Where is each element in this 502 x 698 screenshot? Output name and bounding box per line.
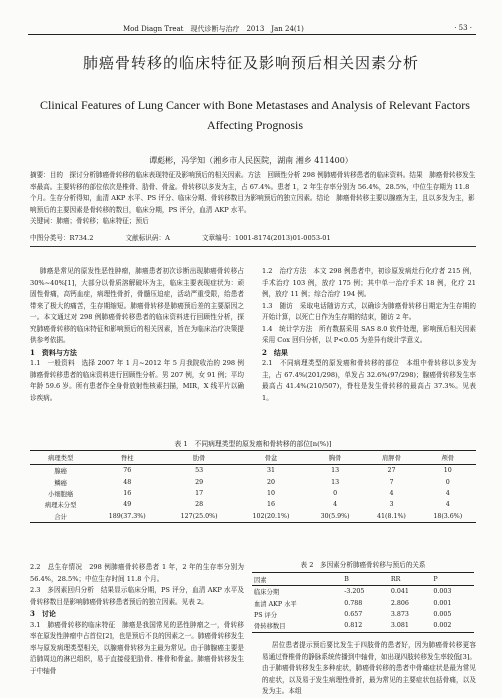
table1-cell: 7 [389,478,394,486]
table2-cell: 0.041 [390,588,409,596]
table1-cell: 10 [443,467,452,475]
divider [30,246,476,247]
table1-cell: 13 [331,478,340,486]
table2-cell: 2.806 [390,599,409,607]
table1-header-cell: 胸骨 [307,451,363,465]
table1-cell: 31 [267,467,276,475]
subsection-2-1: 2.1 不同病理类型的原发癌和骨转移的部位 本组中骨转移以多发为主，占 67.4%(201/298)，单发占 32.6%(97/298)；腺癌骨转移发生率最高占 41.4%(210/507)，脊柱是发生骨转移的最高占 37.3%。见表 1。 [262,359,476,402]
article-number: 文章编号：1001-8174(2013)01-0053-01 [201,234,331,242]
section-heading: 1 资料与方法 [30,347,77,357]
table1-cell: 17 [195,489,204,497]
right-column-top [262,266,476,404]
table1 [30,450,476,523]
table1-cell: 小细胞癌 [48,490,74,498]
table1-cell: 102(20.1%) [235,511,307,523]
table1-cell: 0 [333,489,338,497]
table2-row [252,609,474,620]
table2-cell: 0.657 [344,610,363,618]
table1-cell: 28 [195,501,204,509]
abstract-block [30,170,476,228]
table1-cell: 3 [389,501,394,509]
table1-caption: 表 1 不同病理类型的原发癌和骨转移的部位[n(%)] [174,440,332,448]
table1-cell: 腺癌 [54,468,67,476]
table1-row [30,465,476,477]
journal-header: Mod Diagn Treat 现代诊断与治疗 2013 Jan 24(1) [123,25,304,33]
subsection-1-3: 1.3 随访 采取电话随访方式，以确诊为肺癌骨转移日期定为生存期的开始计算，以死亡日作为生存期的结束，随访 2 年。 [262,301,476,321]
table2-cell: 0.005 [433,610,452,618]
table1-cell: 病理未分型 [44,502,77,510]
table2-cell: 3.873 [390,610,409,618]
subsection-1-1: 1.1 一般资料 选择 2007 年 1 月~2012 年 5 月我院收治的 298 例肺癌骨转移患者的临床资料进行回顾性分析。男 207 例，女 91 例；平均年龄 59.6 岁。所有患者作全身骨放射性核素扫描，MIR，X 线平片以确诊疾病。 [30,359,244,402]
table1-cell: 20 [267,478,276,486]
table1-cell: 29 [195,478,204,486]
table1-cell: 13 [331,467,340,475]
table1-row [30,499,476,510]
table1-cell: 10 [267,489,276,497]
table2-row [252,597,474,608]
table1-row [30,511,476,523]
header-rule [28,34,476,35]
table2 [252,572,474,633]
table2-cell: 骨转移数目 [252,620,342,632]
keywords: 关键词：肺癌；骨转移；临床特征；预后 [30,217,149,225]
section-heading: 2 结果 [262,347,288,357]
table1-row [30,476,476,487]
running-header [28,22,476,34]
table2-row [252,586,474,598]
subsection-3-1: 3.1 肺癌骨转移的临床特征 肺癌是我国常见的恶性肿瘤之一，骨转移率在原发性肿瘤中占首位[2]，也是预后不良的因素之一。肺癌骨转移发生率与原发病理类型相关，以腺癌骨转移为主最为常见。由于肺腺癌主要是沿肺周边的淋巴组织，易于直接侵犯肋骨、椎骨和骨盆。肺癌骨转移发生于中轴骨 [30,620,244,675]
table1-cell: 16 [123,489,132,497]
section-heading: 3 讨论 [30,609,56,618]
table2-cell: 0.003 [433,588,452,596]
table2-cell: -3.205 [344,588,365,596]
table1-header-cell: 肩胛骨 [363,451,419,465]
subsection-2-2: 2.2 总生存情况 298 例肺癌骨转移患者 1 年，2 年的生存率分别为 56.4%，28.5%；中位生存时间 11.8 个月。 [30,563,244,583]
subsection-1-4: 1.4 统计学方法 所有数据采用 SAS 8.0 软件处理，影响预后相关因素采用 Cox 回归分析，以 P<0.05 为差异有统计学意义。 [262,324,476,344]
table1-cell: 鳞癌 [54,479,67,487]
left-column-bottom [30,562,244,677]
table1-cell: 4 [389,489,394,497]
discussion-paragraph: 居位患者提示预后要比发生于四肢骨的患者好，因为肺癌骨转移更容易通过脊椎骨的静脉系统传播到中轴骨，如出现四肢转移发生率较低[3]。由于肺癌骨转移发生多种症状，肺癌骨转移的患者中骨痛症状是最为常见的症状，以及易于发生病理性骨折，最为常见的主要症状包括骨痛，以及发为主。本组 [262,641,476,695]
table2-cell: 3.081 [389,620,432,632]
table2-header-cell: P [431,573,474,586]
table1-cell: 48 [123,478,132,486]
authors-affiliation: 谭彪彬，冯学知（湘乡市人民医院，湖南 湘乡 411400） [149,156,353,165]
table1-cell: 189(37.3%) [91,511,163,523]
table1-cell: 27 [387,467,396,475]
table1-header-cell: 脊柱 [91,451,163,465]
table1-cell: 16 [267,501,276,509]
doc-code: 文献标识码：A [125,234,170,242]
table1-header-cell: 骨盆 [235,451,307,465]
table1-cell: 4 [445,489,450,497]
right-column-bottom [262,640,476,698]
table2-header-cell: B [342,573,389,586]
article-identifiers [30,232,476,242]
table2-header-cell: RR [389,573,432,586]
table1-cell: 4 [333,501,338,509]
table2-caption: 表 2 多因素分析肺癌骨转移与预后的关系 [300,561,426,569]
table2-cell: 0.788 [344,599,363,607]
table2-header-cell: 因素 [252,573,342,586]
table1-cell: 30(5.9%) [307,511,363,523]
left-column-top [30,266,244,404]
page-number: · 53 · [454,24,472,32]
table1-cell: 0 [445,478,450,486]
table2-cell: PS 评分 [254,611,278,619]
table1-header-cell: 颅骨 [420,451,476,465]
intro-paragraph: 肺癌是常见的原发性恶性肿瘤，肺癌患者初次诊断出现肺癌骨转移占 30%~40%[1]，大部分以骨质溶解破坏为主，临床主要表现症状为：顽固性骨痛，高钙血症，病理性骨折，骨髓压迫症，活动严重受限，给患者带来了极大的痛苦，生存期缩短。肺癌骨转移是肺癌预后差的主要原因之一。本文通过对 298 例肺癌骨转移患者的临床资料进行回顾性分析，探究肺癌骨转移的临床特征和影响预后的相关因素，旨在为临床治疗决策提供参考依据。 [30,267,244,344]
table1-cell: 127(25.0%) [163,511,235,523]
table2-cell: 0.812 [342,620,389,632]
table1-cell: 53 [195,467,204,475]
title-english: Clinical Features of Lung Cancer with Bone Metastases and Analysis of Relevant Factors Affecting Prognosis [40,98,470,132]
table2-cell: 临床分期 [254,589,280,597]
table1-cell: 76 [123,467,132,475]
table2-row [252,620,474,632]
table2-cell: 0.001 [433,599,452,607]
table1-header-cell: 肋骨 [163,451,235,465]
table1-cell: 合计 [30,511,91,523]
subsection-1-2: 1.2 治疗方法 本文 298 例患者中，初诊原发病灶行化疗者 215 例，手术治疗 103 例，放疗 175 例；其中单一治疗手术 18 例，化疗 21 例，放疗 11 例；综合治疗 194 例。 [262,267,476,298]
table1-cell: 49 [123,501,132,509]
clc-number: 中图分类号：R734.2 [30,234,94,242]
table2-cell: 0.002 [431,620,474,632]
table1-row [30,488,476,499]
title-chinese: 肺癌骨转移的临床特征及影响预后相关因素分析 [82,54,419,72]
table1-header-cell: 病理类型 [30,451,91,465]
table2-cell: 血清 AKP 水平 [254,600,297,608]
subsection-2-3: 2.3 多因素回归分析 结果显示临床分期，PS 评分，血清 AKP 水平及骨转移数目是影响肺癌骨转移患者预后的独立因素。见表 2。 [30,586,244,606]
table1-cell: 41(8.1%) [363,511,419,523]
table1-cell: 18(3.6%) [420,511,476,523]
table1-cell: 4 [445,501,450,509]
abstract-text: 摘要：目的 探讨分析肺癌骨转移的临床表现特征及影响预后的相关因素。方法 回顾性分析 298 例肺癌骨转移患者的临床资料。结果 肺癌骨转移发生率最高。主要转移的部位依次是椎骨、肋骨、骨盆。骨转移以多发为主，占 67.4%。患者 1，2 年生存率分别为 56.4%，28.5%，中位生存期为 11.8 个月。生存分析得知，血清 AKP 水平、PS 评分、临床分期、骨转移数目为影响预后的独立因素。结论 肺癌骨转移主要以腺癌为主，且以多发为主，影响预后的主要因素是骨转移的数目，临床分期，PS 评分，血清 AKP 水平。 [30,171,476,214]
